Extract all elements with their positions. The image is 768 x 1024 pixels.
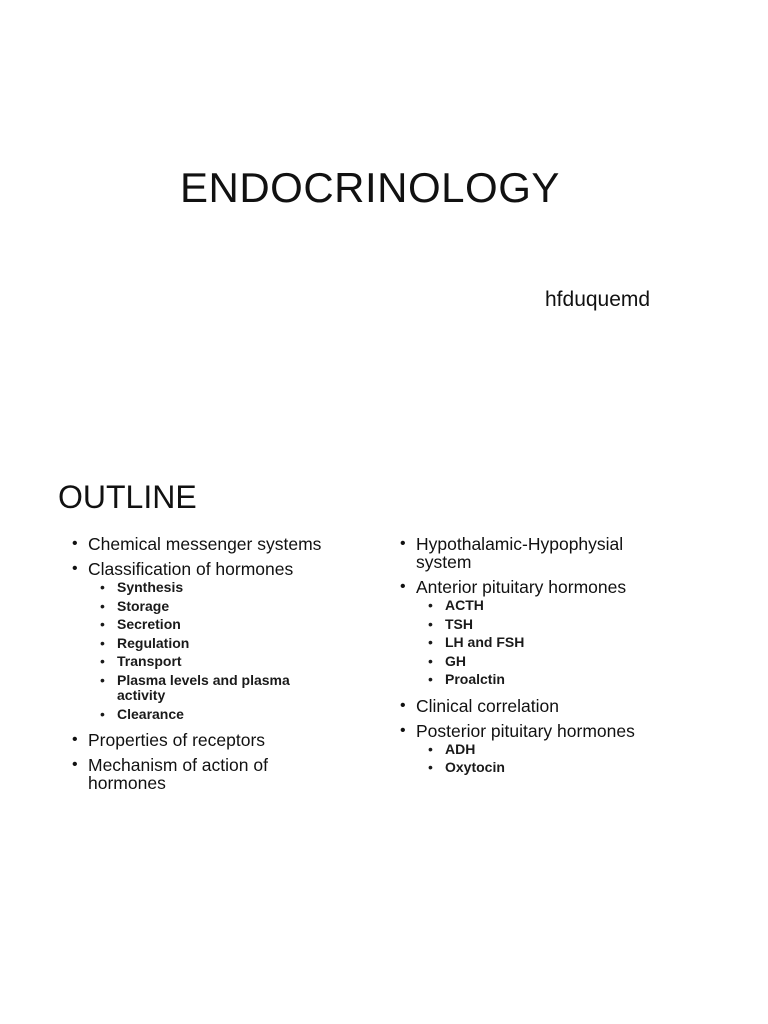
bullet-icon: • [100, 634, 105, 651]
outline-item-label: Mechanism of action of hormones [88, 755, 268, 793]
bullet-icon: • [428, 634, 433, 650]
bullet-icon: • [72, 560, 78, 577]
bullet-icon: • [100, 653, 105, 669]
bullet-icon: • [72, 756, 78, 773]
outline-sublist [428, 742, 700, 776]
outline-subitem-label: Synthesis [117, 579, 184, 595]
outline-subitem-label: Proalctin [445, 671, 505, 687]
outline-subitem-label: ADH [445, 740, 476, 757]
outline-right-column [400, 535, 700, 783]
outline-subitem [100, 654, 382, 670]
bullet-icon: • [400, 578, 406, 595]
bullet-icon: • [72, 535, 78, 552]
outline-subitem [428, 760, 700, 776]
bullet-icon: • [400, 535, 406, 552]
outline-subitem [428, 617, 700, 633]
outline-subitem [428, 672, 700, 688]
bullet-icon: • [72, 731, 78, 748]
bullet-icon: • [428, 652, 433, 669]
outline-subitem [100, 617, 382, 633]
bullet-icon: • [400, 721, 406, 739]
outline-item [72, 756, 382, 792]
outline-subitem-label: Transport [117, 653, 182, 669]
outline-subitem-label: LH and FSH [445, 634, 525, 650]
bullet-icon: • [100, 705, 105, 722]
outline-item-label: Chemical messenger systems [88, 534, 322, 554]
outline-subitem [428, 742, 700, 758]
outline-subitem [100, 599, 382, 615]
outline-item [72, 560, 382, 722]
outline-item-label: Classification of hormones [88, 559, 294, 579]
outline-sublist [428, 598, 700, 688]
slide-title: ENDOCRINOLOGY [180, 164, 560, 211]
outline-item [72, 535, 382, 553]
outline-subitem-label: GH [445, 652, 466, 669]
outline-heading: OUTLINE [58, 479, 197, 515]
bullet-icon: • [428, 597, 433, 613]
outline-subitem-label: ACTH [445, 597, 484, 613]
slide-author: hfduquemd [545, 288, 651, 311]
outline-item [400, 535, 700, 571]
bullet-icon: • [100, 597, 105, 614]
outline-subitem-label: Clearance [117, 705, 184, 722]
bullet-icon: • [100, 579, 105, 595]
outline-subitem [100, 580, 382, 596]
outline-item-label: Properties of receptors [88, 730, 266, 750]
outline-item-label: Hypothalamic-Hypophysial system [416, 534, 624, 572]
outline-sublist [100, 580, 382, 722]
outline-item [400, 578, 700, 688]
outline-subitem [100, 673, 382, 704]
outline-subitem-label: Oxytocin [445, 759, 505, 775]
outline-subitem [428, 635, 700, 651]
bullet-icon: • [100, 671, 105, 688]
outline-left-column [72, 535, 382, 799]
outline-subitem [428, 654, 700, 670]
bullet-icon: • [400, 696, 406, 714]
outline-item-label: Clinical correlation [416, 695, 559, 716]
outline-item [400, 697, 700, 715]
bullet-icon: • [428, 740, 433, 757]
outline-item-label: Anterior pituitary hormones [416, 577, 627, 597]
outline-subitem-label: Plasma levels and plasma activity [117, 671, 290, 703]
outline-subitem [428, 598, 700, 614]
bullet-icon: • [428, 759, 433, 775]
outline-subitem-label: TSH [445, 615, 473, 632]
outline-item [400, 722, 700, 776]
outline-subitem-label: Storage [117, 597, 170, 614]
outline-subitem-label: Regulation [117, 634, 190, 651]
outline-item [72, 731, 382, 749]
outline-subitem-label: Secretion [117, 616, 181, 632]
outline-subitem [100, 636, 382, 652]
outline-subitem [100, 707, 382, 723]
bullet-icon: • [428, 615, 433, 632]
bullet-icon: • [428, 671, 433, 687]
outline-item-label: Posterior pituitary hormones [416, 720, 635, 741]
bullet-icon: • [100, 616, 105, 632]
